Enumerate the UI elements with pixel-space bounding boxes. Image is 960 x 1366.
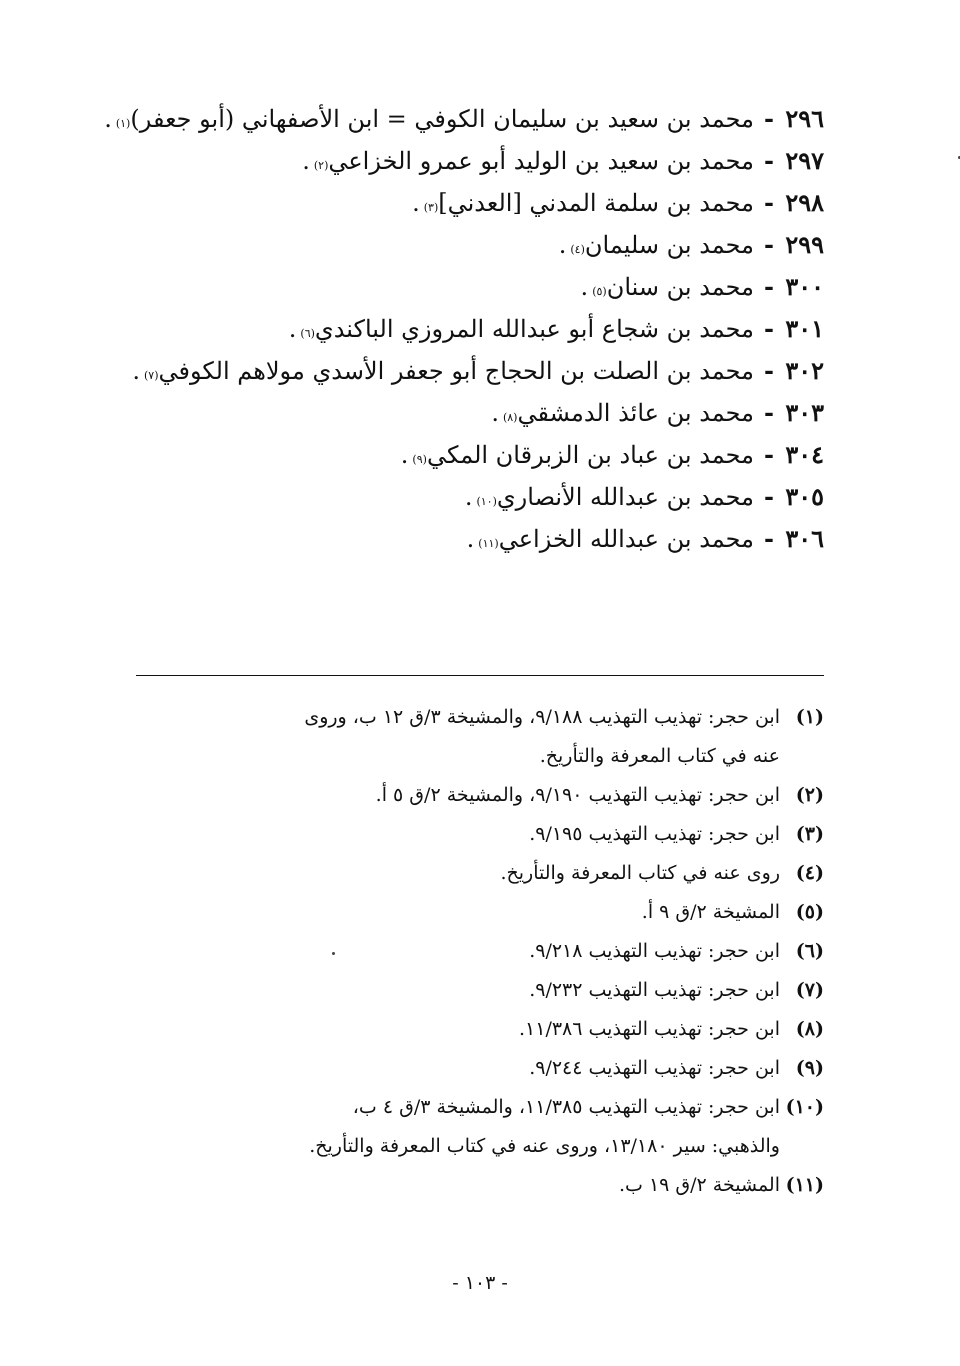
entry-name: محمد بن عبدالله الخزاعي xyxy=(498,525,755,553)
entry-item: ٣٠٢ - محمد بن الصلت بن الحجاج أبو جعفر الأسدي مولاهم الكوفي (٧) . xyxy=(124,350,824,392)
footnote-item xyxy=(124,698,824,776)
entry-separator: - xyxy=(764,314,774,343)
entry-name: محمد بن عائذ الدمشقي xyxy=(517,399,755,427)
footnote-item xyxy=(124,854,824,893)
footnote-number: (٣) xyxy=(795,823,824,845)
entries-list xyxy=(104,98,824,560)
footnote-text: ابن حجر: تهذيب التهذيب ١١/٣٨٦. xyxy=(518,1018,780,1040)
entry-period: . xyxy=(558,231,567,259)
entry-item: ٣٠٥ - محمد بن عبدالله الأنصاري (١٠) . xyxy=(124,476,824,518)
footnote-item xyxy=(124,1166,824,1205)
entry-separator: - xyxy=(764,356,774,385)
entry-name: محمد بن عباد بن الزبرقان المكي xyxy=(426,441,755,469)
entry-period: . xyxy=(302,147,310,175)
entry-number: ٢٩٩ xyxy=(785,230,824,259)
entry-name: محمد بن الصلت بن الحجاج أبو جعفر الأسدي مولاهم الكوفي xyxy=(158,357,755,385)
entry-number: ٣٠٤ xyxy=(785,440,824,469)
entry-name: محمد بن عبدالله الأنصاري xyxy=(496,483,755,511)
footnote-item xyxy=(124,1049,824,1088)
footnote-text: ابن حجر: تهذيب التهذيب ١١/٣٨٥، والمشيخة ٣/ق ٤ ب، والذهبي: سير ١٣/١٨٠، وروى عنه في كتاب المعرفة والتأريخ. xyxy=(309,1096,780,1157)
entry-separator: - xyxy=(764,440,774,469)
entry-separator: - xyxy=(764,398,774,427)
footnote-number: (٦) xyxy=(795,940,824,962)
footnote-number: (٤) xyxy=(795,862,824,884)
footnote-text: المشيخة ٢/ق ١٩ ب. xyxy=(618,1174,780,1196)
entry-item: ٣٠٤ - محمد بن عباد بن الزبرقان المكي (٩) . xyxy=(124,434,824,476)
entry-number: ٣٠٥ xyxy=(785,482,824,511)
entry-period: . xyxy=(491,399,499,427)
page-number: - ١٠٣ - xyxy=(452,1272,508,1294)
entry-period: . xyxy=(132,357,140,385)
entry-number: ٣٠٦ xyxy=(785,524,824,553)
entry-name: محمد بن سعيد بن سليمان الكوفي = ابن الأصفهاني (أبو جعفر) xyxy=(130,105,755,133)
entry-item: ٢٩٧ - محمد بن سعيد بن الوليد أبو عمرو الخزاعي (٢) . xyxy=(124,140,824,182)
entry-name: محمد بن شجاع أبو عبدالله المروزي الباكندي xyxy=(314,315,755,343)
entry-separator: - xyxy=(764,188,774,217)
entry-separator: - xyxy=(764,146,774,175)
footnote-text: ابن حجر: تهذيب التهذيب ٩/٢٣٢. xyxy=(529,979,780,1001)
footnote-item xyxy=(124,971,824,1010)
footnote-number: (١) xyxy=(795,706,824,728)
footnote-text: ابن حجر: تهذيب التهذيب ٩/٢١٨. xyxy=(529,940,780,962)
entry-item: ٢٩٦ - محمد بن سعيد بن سليمان الكوفي = ابن الأصفهاني (أبو جعفر) (١) . xyxy=(124,98,824,140)
footnote-number: (٢) xyxy=(795,784,824,806)
footnote-item xyxy=(124,815,824,854)
footnote-number: (٨) xyxy=(795,1018,824,1040)
entry-separator: - xyxy=(764,104,774,133)
entry-name: محمد بن سعيد بن الوليد أبو عمرو الخزاعي xyxy=(328,147,755,175)
footnote-number: (٩) xyxy=(795,1057,824,1079)
footnote-item xyxy=(124,932,824,971)
footnote-number: (١٠) xyxy=(785,1096,824,1118)
footnote-text: ابن حجر: تهذيب التهذيب ٩/١٩٠، والمشيخة ٢/ق ٥ أ. xyxy=(375,784,780,806)
entry-period: . xyxy=(400,441,409,469)
footnote-item xyxy=(124,1010,824,1049)
entry-name: محمد بن سليمان xyxy=(584,231,755,259)
entry-period: . xyxy=(464,483,473,511)
footnote-text: المشيخة ٢/ق ٩ أ. xyxy=(641,901,780,923)
entry-separator: - xyxy=(764,524,774,553)
entry-period: . xyxy=(412,189,420,217)
entry-number: ٢٩٨ xyxy=(785,188,824,217)
entry-separator: - xyxy=(764,272,774,301)
footnote-number: (١١) xyxy=(785,1174,824,1196)
entry-number: ٢٩٧ xyxy=(785,146,824,175)
entry-number: ٣٠١ xyxy=(785,314,824,343)
entry-period: . xyxy=(580,273,589,301)
footnote-item xyxy=(124,776,824,815)
footnote-text: ابن حجر: تهذيب التهذيب ٩/١٨٨، والمشيخة ٣/ق ١٢ ب، وروى عنه في كتاب المعرفة والتأريخ. xyxy=(304,706,780,767)
entry-period: . xyxy=(288,315,297,343)
entry-item: ٢٩٨ - محمد بن سلمة المدني [العدني] (٣) . xyxy=(124,182,824,224)
entry-name: محمد بن سنان xyxy=(606,273,755,301)
entry-number: ٣٠٢ xyxy=(785,356,824,385)
footnote-number: (٥) xyxy=(795,901,824,923)
entry-item: ٣٠٦ - محمد بن عبدالله الخزاعي (١١) . xyxy=(124,518,824,560)
entry-item: ٣٠٠ - محمد بن سنان (٥) . xyxy=(124,266,824,308)
footnotes-list xyxy=(124,698,824,1205)
entry-number: ٢٩٦ xyxy=(785,104,824,133)
footnote-separator-rule xyxy=(136,675,824,676)
footnote-text: روى عنه في كتاب المعرفة والتأريخ. xyxy=(500,862,780,884)
entry-number: ٣٠٣ xyxy=(785,398,824,427)
footnote-item xyxy=(124,1088,824,1166)
footnote-text: ابن حجر: تهذيب التهذيب ٩/٢٤٤. xyxy=(529,1057,780,1079)
footnote-number: (٧) xyxy=(795,979,824,1001)
entry-item: ٢٩٩ - محمد بن سليمان (٤) . xyxy=(124,224,824,266)
entry-separator: - xyxy=(764,230,774,259)
entry-period: . xyxy=(466,525,475,553)
scan-speck xyxy=(332,952,335,955)
entry-name: محمد بن سلمة المدني [العدني] xyxy=(438,189,755,217)
entry-separator: - xyxy=(764,482,774,511)
entry-number: ٣٠٠ xyxy=(785,272,824,301)
entry-period: . xyxy=(104,105,112,133)
entry-item: ٣٠٣ - محمد بن عائذ الدمشقي (٨) . xyxy=(124,392,824,434)
footnote-item xyxy=(124,893,824,932)
entry-item: ٣٠١ - محمد بن شجاع أبو عبدالله المروزي الباكندي (٦) . xyxy=(124,308,824,350)
footnote-text: ابن حجر: تهذيب التهذيب ٩/١٩٥. xyxy=(529,823,780,845)
